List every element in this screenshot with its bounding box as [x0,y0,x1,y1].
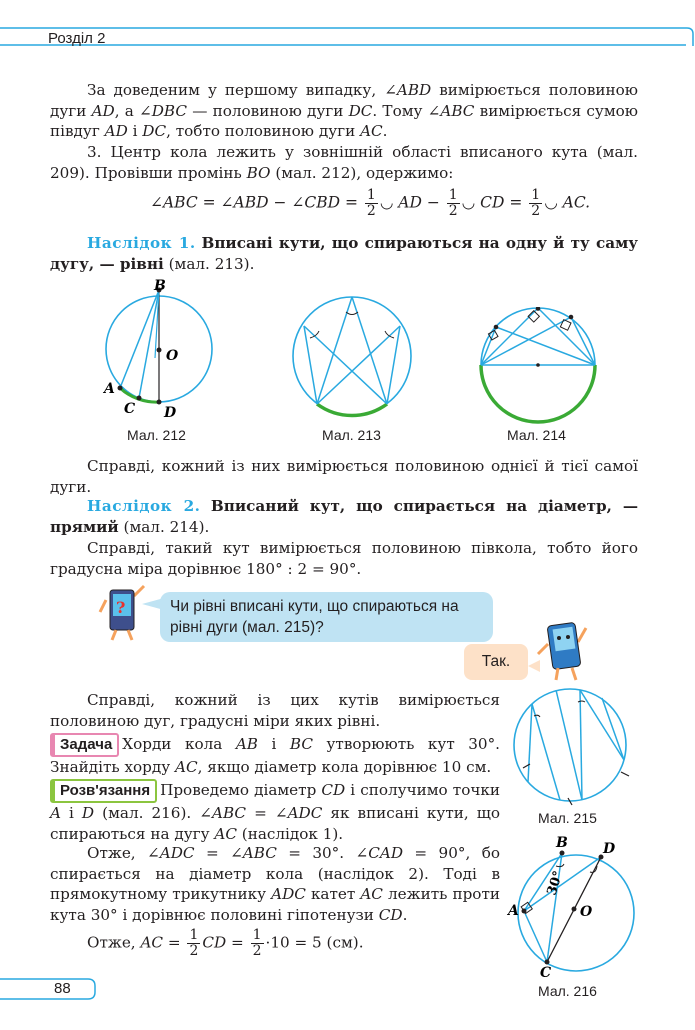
answer-character-icon [528,614,598,684]
point-d-label: D [164,405,177,421]
figure-215 [508,686,638,806]
point-a-label: A [508,903,519,919]
solution-label: Розв'язання [50,779,157,803]
solution: Розв'язання Проведемо діаметр CD і сполучимо точки A і D (мал. 216). ∠ABC = ∠ADC як вписані кути, що спираються на дугу AC (наслідок 1). [50,781,500,843]
caption-212: Мал. 212 [127,427,186,443]
svg-text:?: ? [116,598,126,617]
page-number: 88 [54,980,71,997]
caption-215: Мал. 215 [538,810,597,826]
final-answer: Отже, AC = $\frac{1}{2}$ CD = $\frac{1}{2}$ ·10 = 5 (см). [87,927,364,959]
section-title: Розділ 2 [48,30,106,47]
point-c-label: C [540,965,552,980]
point-o-label: O [580,904,593,920]
figure-213 [290,290,420,425]
point-c-label: C [124,401,136,417]
paragraph-3: Справді, кожний із них вимірюється половиною однієї й тієї самої дуги. [50,457,638,496]
point-d-label: D [603,841,616,857]
paragraph-6: Отже, ∠ADC = ∠ABC = 30°. ∠CAD = 90°, бо спирається на діаметр кола (наслідок 2). Тоді в прямокутному трикутнику ADC катет AC лежить проти кута 30° і дорівнює половині гіпотенузи CD. [50,844,500,924]
answer-bubble: Так. [464,644,528,680]
figure-214 [473,307,608,427]
corollary-1: Наслідок 1. Вписані кути, що спираються на одну й ту саму дугу, — рівні (мал. 213). [50,234,638,273]
point-o-label: O [166,348,179,364]
task: Задача Хорди кола AB і BC утворюють кут 30°. Знайдіть хорду AC, якщо діаметр кола дорівнює 10 см. [50,735,500,776]
corollary-2: Наслідок 2. Вписаний кут, що спирається на діаметр, — прямий (мал. 214). [50,497,639,536]
paragraph-2: 3. Центр кола лежить у зовнішній області вписаного кута (мал. 209). Провівши промінь BO (мал. 212), одержимо: [50,143,638,182]
point-b-label: B [556,835,568,851]
formula-angle-abc: ∠ABC = ∠ABD − ∠CBD = $\frac{1}{2}$ ◡ AD − $\frac{1}{2}$ ◡ CD = $\frac{1}{2}$ ◡ AC. [150,187,591,219]
paragraph-5: Справді, кожний із цих кутів вимірюється половиною дуг, градусні міри яких рівні. [50,691,500,730]
question-bubble: Чи рівні вписані кути, що спираються на рівні дуги (мал. 215)? [160,592,493,642]
point-b-label: B [154,278,166,294]
task-label: Задача [50,733,119,757]
point-a-label: A [104,381,115,397]
paragraph-1: За доведеним у першому випадку, ∠ABD вимірюється половиною дуги AD, а ∠DBC — половиною дуги DC. Тому ∠ABC вимірюється сумою півдуг AD і DC, тобто половиною дуги AC. [50,81,639,140]
page-number-tab [0,978,96,1000]
figure-216 [506,834,638,980]
paragraph-4: Справді, такий кут вимірюється половиною півкола, тобто його градусна міра дорівнює 180° : 2 = 90°. [50,539,638,578]
caption-213: Мал. 213 [322,427,381,443]
caption-216: Мал. 216 [538,983,597,999]
caption-214: Мал. 214 [507,427,566,443]
figure-212 [98,278,228,423]
angle-30-label: 30° [544,869,567,898]
